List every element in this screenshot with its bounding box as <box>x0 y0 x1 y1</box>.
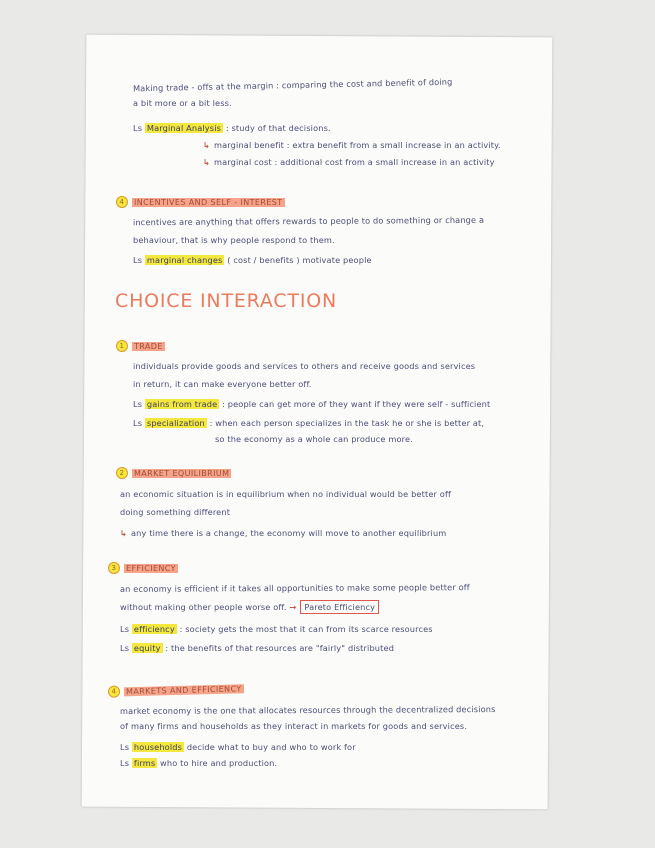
term-definition: : study of that decisions. <box>225 123 331 133</box>
arrow-icon: Ls <box>120 624 130 634</box>
highlighted-term: marginal changes <box>146 255 223 265</box>
text-line <box>133 123 331 133</box>
text-line: a bit more or a bit less. <box>133 98 232 108</box>
section-number: 4 <box>116 196 128 208</box>
highlighted-term: efficiency <box>133 624 175 634</box>
arrow-icon: Ls <box>133 418 143 428</box>
arrow-icon: ↳ <box>203 157 211 167</box>
text-line <box>120 742 356 752</box>
arrow-icon: Ls <box>133 123 143 133</box>
arrow-icon: → <box>289 602 297 612</box>
highlighted-term: specialization <box>146 418 205 428</box>
section-heading <box>116 467 231 479</box>
text-line <box>133 399 490 409</box>
term-definition: who to hire and production. <box>160 758 278 768</box>
section-number: 3 <box>108 562 120 574</box>
highlighted-term: Marginal Analysis <box>146 123 222 133</box>
text-line <box>120 624 433 634</box>
text-line: Making trade - offs at the margin : comparing the cost and benefit of doing <box>132 76 453 94</box>
text-line: doing something different <box>120 507 231 517</box>
text-line <box>120 602 379 612</box>
arrow-icon: Ls <box>120 643 130 653</box>
highlighted-term: gains from trade <box>146 399 218 409</box>
section-heading <box>116 196 285 208</box>
text-line: behaviour, that is why people respond to them. <box>133 235 335 245</box>
text-line: so the economy as a whole can produce more. <box>215 434 413 444</box>
arrow-icon: ↳ <box>120 528 128 538</box>
boxed-term: Pareto Efficiency <box>300 600 379 614</box>
text-line: in return, it can make everyone better off. <box>133 379 312 389</box>
section-number: 1 <box>116 340 128 352</box>
section-number: 4 <box>108 685 120 697</box>
text-line <box>133 255 372 265</box>
text-line <box>203 157 495 167</box>
text-line: an economy is efficient if it takes all opportunities to make some people better off <box>119 582 470 594</box>
section-title: EFFICIENCY <box>126 563 176 573</box>
text-line <box>133 418 484 428</box>
arrow-icon: ↳ <box>203 140 211 150</box>
highlighted-term: equity <box>133 643 161 653</box>
page-title: CHOICE INTERACTION <box>115 290 337 312</box>
text-line <box>120 528 446 538</box>
text-line <box>120 758 277 768</box>
arrow-icon: Ls <box>133 399 143 409</box>
text-line: incentives are anything that offers rewards to people to do something or change a <box>132 214 485 228</box>
term-definition: : people can get more of they want if they were self - sufficient <box>222 399 491 409</box>
text-line: of many firms and households as they interact in markets for goods and services. <box>120 721 468 731</box>
text-line: an economic situation is in equilibrium when no individual would be better off <box>120 489 452 499</box>
term-definition: : society gets the most that it can from its scarce resources <box>179 624 433 634</box>
term-definition: : when each person specializes in the task he or she is better at, <box>209 418 485 428</box>
term-definition: ( cost / benefits ) motivate people <box>227 255 372 265</box>
highlighted-term: households <box>133 742 183 752</box>
term-definition: marginal cost : additional cost from a small increase in an activity <box>214 157 495 167</box>
text-line <box>203 140 501 150</box>
term-definition: any time there is a change, the economy will move to another equilibrium <box>131 528 447 538</box>
text-line: individuals provide goods and services to others and receive goods and services <box>133 361 476 371</box>
arrow-icon: Ls <box>133 255 143 265</box>
term-definition: marginal benefit : extra benefit from a small increase in an activity. <box>214 140 501 150</box>
term-definition: decide what to buy and who to work for <box>186 742 356 752</box>
term-definition: without making other people worse off. <box>120 602 287 612</box>
section-heading <box>108 562 178 574</box>
section-number: 2 <box>116 467 128 479</box>
arrow-icon: Ls <box>120 742 130 752</box>
section-title: INCENTIVES AND SELF - INTEREST <box>134 197 283 207</box>
section-title: MARKETS AND EFFICIENCY <box>125 683 242 696</box>
highlighted-term: firms <box>133 758 156 768</box>
section-title: TRADE <box>134 341 163 351</box>
term-definition: : the benefits of that resources are "fairly" distributed <box>165 643 395 653</box>
arrow-icon: Ls <box>120 758 130 768</box>
text-line: market economy is the one that allocates resources through the decentralized decisions <box>119 704 496 716</box>
section-title: MARKET EQUILIBRIUM <box>134 468 230 478</box>
text-line <box>120 643 394 653</box>
section-heading <box>116 340 165 352</box>
